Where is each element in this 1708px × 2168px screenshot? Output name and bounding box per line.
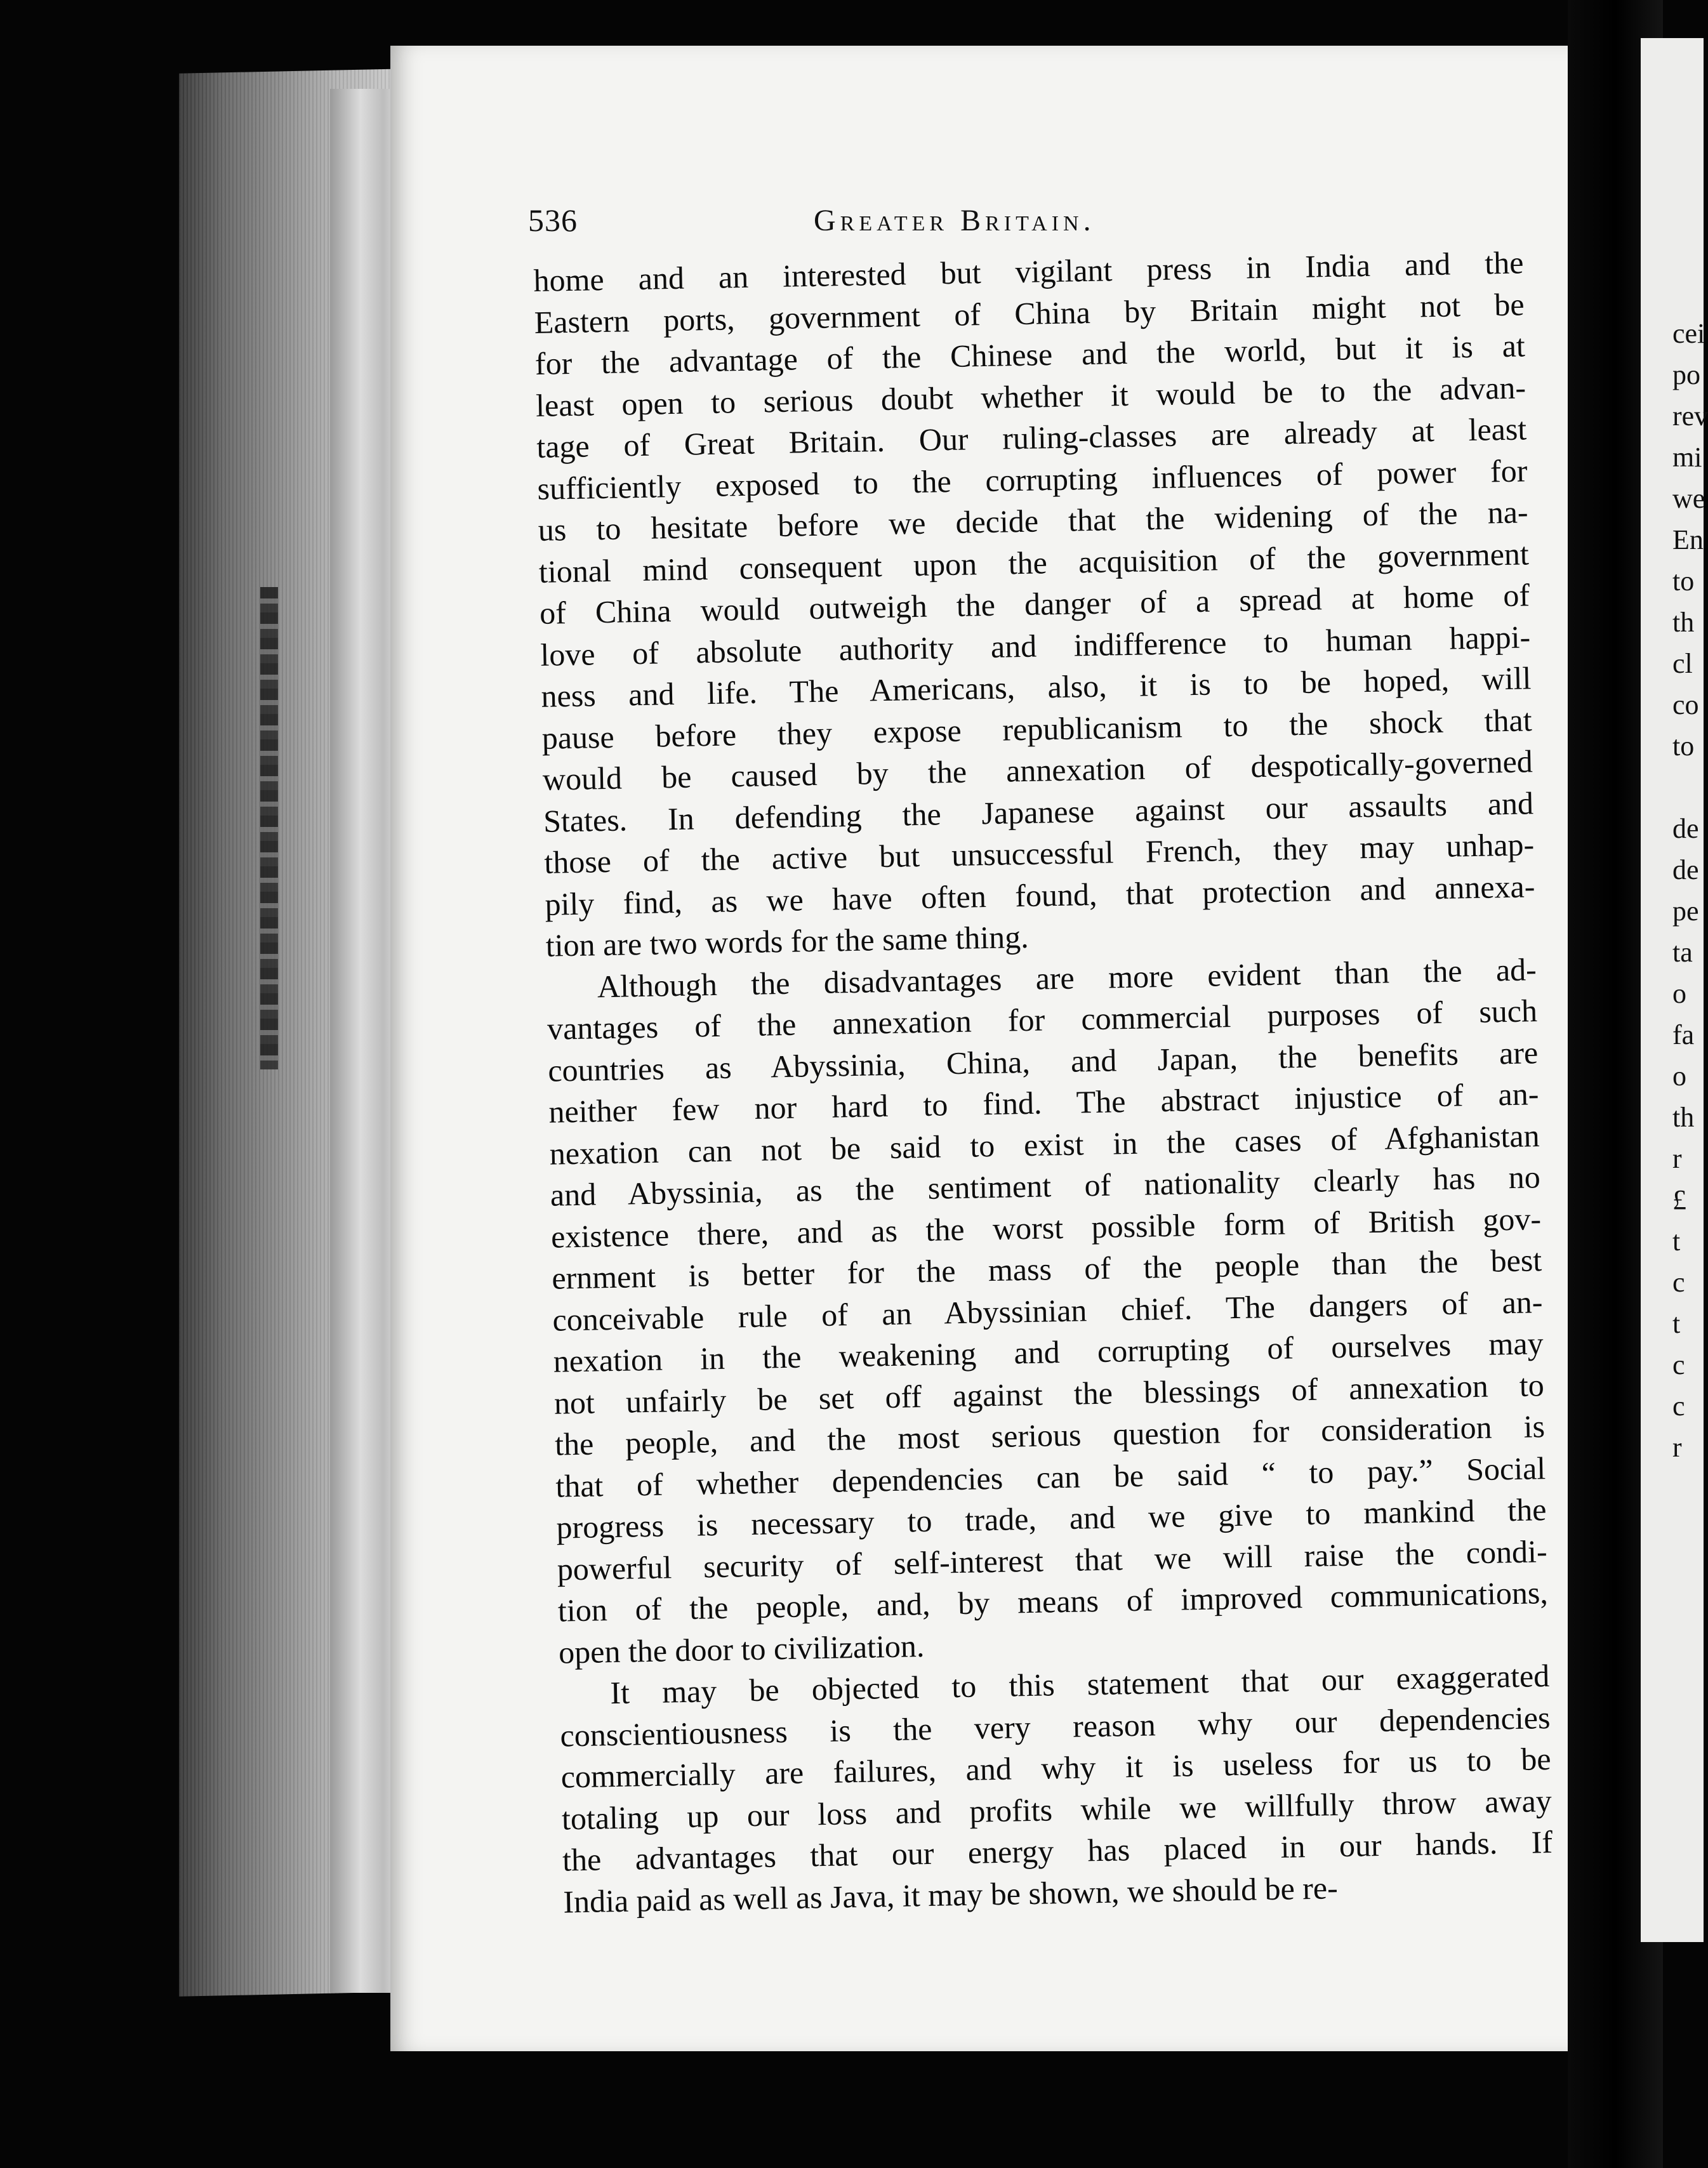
running-title: Greater Britain. — [814, 204, 1096, 237]
facing-page-fragment: t — [1672, 1226, 1681, 1257]
text-line: India paid as well as Java, it may be shown, we should be re- — [562, 1869, 1339, 1920]
text-line: conscientiousness is the very reason why our dependencies — [560, 1699, 1551, 1754]
facing-page-fragment: cei — [1672, 318, 1705, 349]
text-line: the advantages that our energy has placed in our hands. If — [562, 1823, 1553, 1878]
text-line: the people, and the most serious question for consideration is — [554, 1408, 1546, 1462]
text-line: commercially are failures, and why it is useless for us to be — [560, 1741, 1552, 1795]
facing-page-fragment: th — [1672, 607, 1695, 638]
text-line: ernment is better for the mass of the people than the best — [551, 1242, 1542, 1296]
text-line: It may be objected to this statement that our exaggerated — [609, 1658, 1550, 1711]
text-line: and Abyssinia, as the sentiment of nationality clearly has no — [550, 1159, 1541, 1213]
facing-page-fragment: t — [1672, 1308, 1681, 1339]
text-line: for the advantage of the Chinese and the world, but it is at — [534, 327, 1526, 381]
body-text — [533, 242, 1554, 1922]
text-line: Eastern ports, government of China by Britain might not be — [534, 286, 1525, 340]
text-line: vantages of the annexation for commercial purposes of such — [546, 993, 1538, 1047]
text-line: that of whether dependencies can be said “ to pay.” Social — [555, 1450, 1546, 1504]
facing-page-fragment: c — [1672, 1391, 1685, 1422]
text-line: love of absolute authority and indifference to human happi- — [540, 618, 1531, 673]
text-line: neither few nor hard to find. The abstract injustice of an- — [548, 1076, 1539, 1130]
facing-page-fragment: to — [1672, 730, 1695, 762]
facing-page-fragment: o — [1672, 1061, 1686, 1092]
text-line: sufficiently exposed to the corrupting influences of power for — [537, 452, 1528, 506]
text-line: not unfairly be set off against the blessings of annexation to — [553, 1366, 1545, 1421]
text-line: ness and life. The Americans, also, it is to be hoped, will — [541, 660, 1532, 714]
text-line: powerful security of self-interest that we will raise the condi- — [557, 1533, 1548, 1587]
text-line: totaling up our loss and profits while we willfully throw away — [561, 1782, 1552, 1837]
text-line: would be caused by the annexation of despotically-governed — [542, 743, 1533, 797]
text-line: nexation can not be said to exist in the cases of Afghanistan — [549, 1117, 1540, 1172]
facing-page-fragment: mi — [1672, 442, 1702, 473]
library-stamp-mark — [260, 587, 278, 1069]
text-line: tion of the people, and, by means of improved communications, — [557, 1575, 1549, 1629]
facing-page-fragment: po — [1672, 359, 1700, 390]
text-line: pause before they expose republicanism to the shock that — [541, 701, 1533, 756]
text-line: pily find, as we have often found, that protection and annexa- — [545, 868, 1535, 922]
facing-page-fragment: rev — [1672, 400, 1708, 432]
facing-page-fragment: c — [1672, 1267, 1685, 1298]
text-line: tion are two words for the same thing. — [545, 918, 1029, 963]
text-line: conceivable rule of an Abyssinian chief. The dangers of an- — [552, 1283, 1543, 1338]
facing-page-fragment: we — [1672, 483, 1705, 514]
facing-page-fragment: de — [1672, 854, 1699, 885]
text-line: of China would outweigh the danger of a spread at home of — [539, 577, 1530, 631]
facing-page-fragment: £ — [1672, 1184, 1686, 1215]
facing-page-fragment: r — [1672, 1143, 1682, 1174]
text-line: open the door to civilization. — [558, 1627, 925, 1670]
text-line: progress is necessary to trade, and we give to mankind the — [556, 1491, 1547, 1545]
text-line: those of the active but unsuccessful French, they may unhap- — [543, 826, 1535, 880]
facing-page-fragment: co — [1672, 689, 1699, 720]
facing-page-fragment: de — [1672, 813, 1699, 844]
text-line: least open to serious doubt whether it would be to the advan- — [535, 369, 1526, 423]
facing-page-fragment: En — [1672, 524, 1704, 555]
facing-page-fragment: th — [1672, 1102, 1695, 1133]
page-number: 536 — [528, 202, 578, 238]
text-line: tional mind consequent upon the acquisition of the government — [538, 535, 1530, 590]
facing-page-fragment: cl — [1672, 648, 1693, 679]
facing-page-fragment: to — [1672, 565, 1695, 597]
facing-page-fragment: ta — [1672, 937, 1693, 968]
facing-page-edge — [1641, 38, 1708, 1942]
facing-page-fragment: pe — [1672, 896, 1699, 927]
text-line: States. In defending the Japanese against our assaults and — [543, 784, 1534, 839]
facing-page-fragment: o — [1672, 978, 1686, 1009]
text-line: existence there, and as the worst possible form of British gov- — [550, 1200, 1542, 1255]
text-line: tage of Great Britain. Our ruling-classes are already at least — [536, 411, 1527, 465]
text-line: countries as Abyssinia, China, and Japan, the benefits are — [547, 1034, 1539, 1088]
text-line: Although the disadvantages are more evident than the ad- — [597, 951, 1537, 1004]
text-line: us to hesitate before we decide that the widening of the na- — [538, 494, 1529, 548]
facing-page-fragment: c — [1672, 1349, 1685, 1380]
text-line: home and an interested but vigilant press in India and the — [533, 244, 1524, 298]
facing-page-fragment: r — [1672, 1432, 1682, 1463]
facing-page-fragment: fa — [1672, 1019, 1695, 1050]
text-line: nexation in the weakening and corrupting of ourselves may — [553, 1325, 1544, 1379]
